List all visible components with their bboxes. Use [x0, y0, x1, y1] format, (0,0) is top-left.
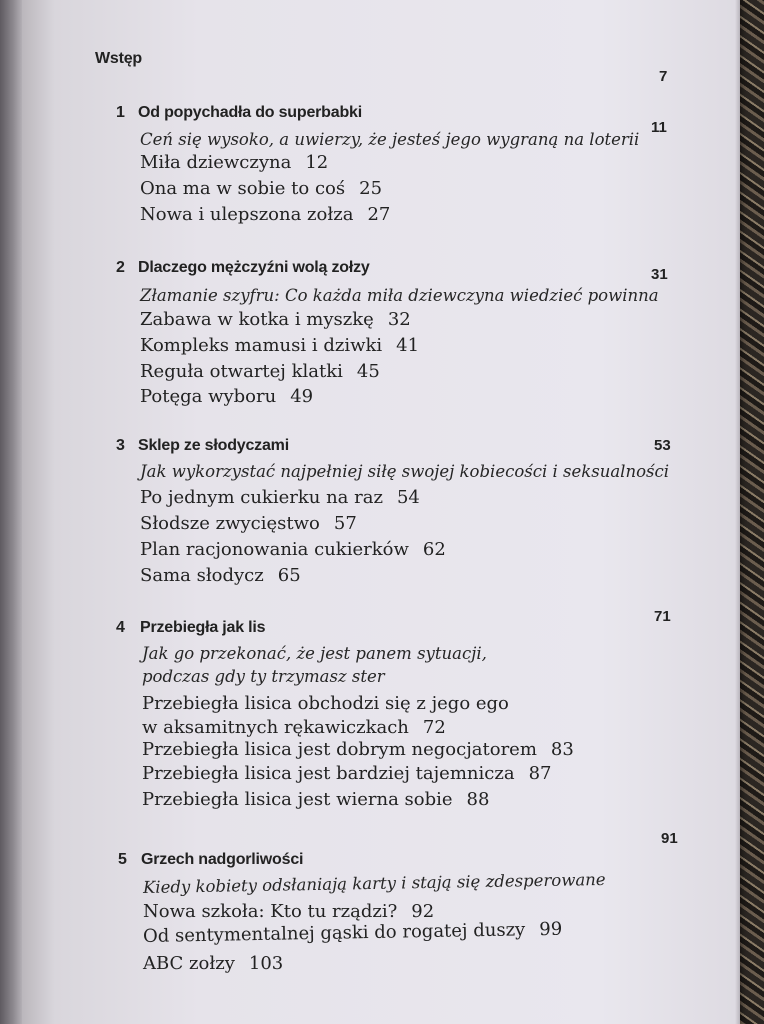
chapter-subtitle: Złamanie szyfru: Co każda miła dziewczyna wiedzieć powinna — [140, 286, 659, 305]
toc-entry: Od sentymentalnej gąski do rogatej duszy 99 — [142, 918, 563, 947]
chapter-page: 11 — [651, 119, 667, 136]
chapter-page: 71 — [654, 608, 671, 625]
toc-entry: Reguła otwartej klatki 45 — [140, 361, 380, 382]
chapter-title: Dlaczego mężczyźni wolą zołzy — [138, 259, 370, 276]
entry-page: 72 — [422, 717, 446, 738]
entry-page: 65 — [277, 565, 301, 586]
chapter-number: 4 — [116, 619, 125, 636]
entry-page: 83 — [550, 739, 574, 760]
chapter-subtitle: Jak go przekonać, że jest panem sytuacji, — [142, 644, 487, 663]
toc-entry: Sama słodycz 65 — [140, 565, 301, 586]
chapter-title: Sklep ze słodyczami — [138, 437, 289, 454]
book-gutter — [0, 0, 22, 1024]
toc-entry: Po jednym cukierku na raz 54 — [140, 487, 420, 508]
entry-page: 62 — [422, 539, 446, 560]
toc-entry: Przebiegła lisica obchodzi się z jego ego — [142, 693, 509, 714]
chapter-number: 3 — [116, 437, 125, 454]
entry-page: 92 — [411, 901, 435, 922]
toc-entry: Przebiegła lisica jest wierna sobie 88 — [142, 789, 490, 810]
intro-page: 7 — [659, 68, 668, 85]
intro-label: Wstęp — [95, 50, 143, 67]
chapter-subtitle: Kiedy kobiety odsłaniają karty i stają się zdesperowane — [142, 869, 606, 897]
toc-entry: Kompleks mamusi i dziwki 41 — [140, 335, 420, 356]
toc-entry: w aksamitnych rękawiczkach 72 — [142, 717, 446, 738]
entry-page: 87 — [528, 763, 552, 784]
chapter-title: Od popychadła do superbabki — [138, 104, 362, 121]
entry-page: 27 — [367, 204, 391, 225]
entry-page: 103 — [248, 953, 284, 974]
toc-entry: Nowa szkoła: Kto tu rządzi? 92 — [143, 901, 435, 922]
entry-page: 45 — [356, 361, 380, 382]
chapter-page: 31 — [651, 266, 668, 283]
toc-entry: Miła dziewczyna 12 — [140, 152, 329, 173]
chapter-page: 53 — [654, 437, 671, 454]
toc-entry: Ona ma w sobie to coś 25 — [140, 178, 383, 199]
entry-page: 12 — [305, 152, 329, 173]
toc-entry: Słodsze zwycięstwo 57 — [140, 513, 357, 534]
toc-entry: Potęga wyboru 49 — [140, 386, 314, 407]
chapter-number: 2 — [116, 259, 125, 276]
toc-entry: Plan racjonowania cukierków 62 — [140, 539, 446, 560]
chapter-title: Przebiegła jak lis — [140, 619, 266, 636]
entry-page: 88 — [466, 789, 490, 810]
chapter-title: Grzech nadgorliwości — [141, 851, 304, 868]
entry-page: 99 — [539, 918, 563, 941]
chapter-number: 1 — [116, 104, 125, 121]
entry-page: 41 — [396, 335, 420, 356]
chapter-subtitle: Ceń się wysoko, a uwierzy, że jesteś jego wygraną na loterii — [140, 130, 640, 149]
toc-entry: Zabawa w kotka i myszkę 32 — [140, 309, 411, 330]
chapter-number: 5 — [118, 851, 127, 868]
chapter-page: 91 — [661, 830, 678, 847]
toc-entry: Przebiegła lisica jest dobrym negocjatorem 83 — [142, 739, 574, 760]
toc-entry: Nowa i ulepszona zołza 27 — [140, 204, 391, 225]
entry-page: 54 — [396, 487, 420, 508]
toc-entry: ABC zołzy 103 — [143, 953, 284, 974]
entry-page: 32 — [387, 309, 411, 330]
toc-entry: Przebiegła lisica jest bardziej tajemnicza 87 — [142, 763, 552, 784]
entry-page: 57 — [333, 513, 357, 534]
entry-page: 49 — [290, 386, 314, 407]
chapter-subtitle: podczas gdy ty trzymasz ster — [142, 667, 385, 686]
entry-page: 25 — [359, 178, 383, 199]
chapter-subtitle: Jak wykorzystać najpełniej siłę swojej kobiecości i seksualności — [140, 462, 669, 481]
